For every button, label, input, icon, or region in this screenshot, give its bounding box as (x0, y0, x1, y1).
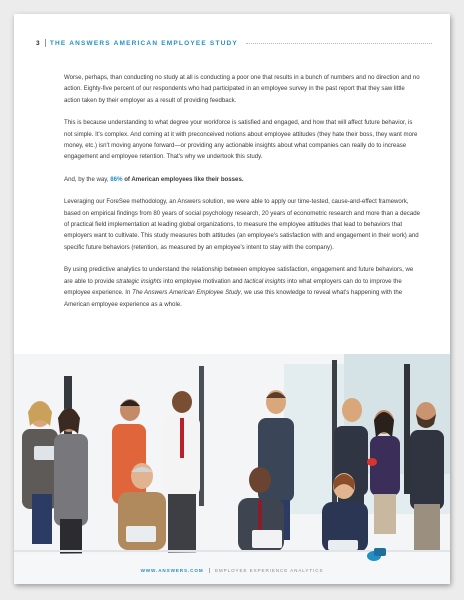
office-team-illustration (14, 354, 450, 584)
paragraph-3-callout (64, 174, 420, 185)
document-title: THE ANSWERS AMERICAN EMPLOYEE STUDY (49, 39, 238, 47)
page-footer (14, 568, 450, 573)
header-divider (45, 39, 46, 47)
p5-study-title: The Answers American Employee Study (132, 289, 241, 297)
page-number: 3 (36, 39, 41, 47)
p5-part-c: into what employers can do to improve the employee experience. In (64, 277, 402, 297)
footer-section: EMPLOYEE EXPERIENCE ANALYTICS (214, 568, 324, 573)
paragraph-4: Leveraging our ForeSee methodology, an Answers solution, we were able to apply our time-tested, cause-and-effect framework, based on empirical findings from 80 years of social psychology research, 20 years of econometric research and more than a decade of practical field implementation at leading global organizations, to measure the employee attitudes that lead to behaviors that employers want to cultivate. This study measures both attitudes (an employee's satisfaction with and engagement in their work) and specific future behaviors (retention, as measured by an employee's intent to stay with the company). (64, 198, 420, 251)
callout-prefix: And, by the way, (64, 175, 111, 183)
callout-text: of American employees like their bosses (122, 175, 242, 183)
footer-url[interactable]: WWW.ANSWERS.COM (140, 568, 204, 573)
p5-tactical-insights: tactical insights (244, 277, 286, 285)
callout-period: . (241, 175, 244, 183)
body-text (64, 72, 420, 321)
office-team-photo (14, 354, 450, 584)
p5-part-a: By using predictive analytics to understand the relationship between employee satisfaction, engagement and future behaviors, we are able to provide (64, 266, 414, 285)
footer-divider (209, 568, 210, 573)
p5-part-d: , we use this knowledge to reveal what's happening with the American employee experience as a whole. (64, 289, 403, 308)
page-header (36, 38, 432, 48)
paragraph-2: This is because understanding to what degree your workforce is satisfied and engaged, and how that will affect future behavior, is not simple. It's complex. And coming at it with preconceived notions about employee attitudes (they hate their boss, they want more money, etc.) isn't moving anyone forward—or providing any actionable insights about what companies can really do to increase engagement and employee retention. That's why we undertook this study. (64, 119, 418, 161)
callout-stat: 86% (110, 175, 123, 183)
paragraph-5 (64, 264, 420, 310)
paragraph-1: Worse, perhaps, than conducting no study at all is conducting a poor one that results in a bunch of numbers and no direction and no action. Eighty-five percent of our respondents who had participated in an employee survey in the past report that they saw little action taken by their employer as a result of providing feedback. (64, 74, 420, 104)
p5-part-b: into employee motivation and (161, 277, 245, 285)
header-rule (246, 43, 432, 44)
document-page (14, 14, 450, 584)
p5-strategic-insights: strategic insights (116, 277, 162, 285)
